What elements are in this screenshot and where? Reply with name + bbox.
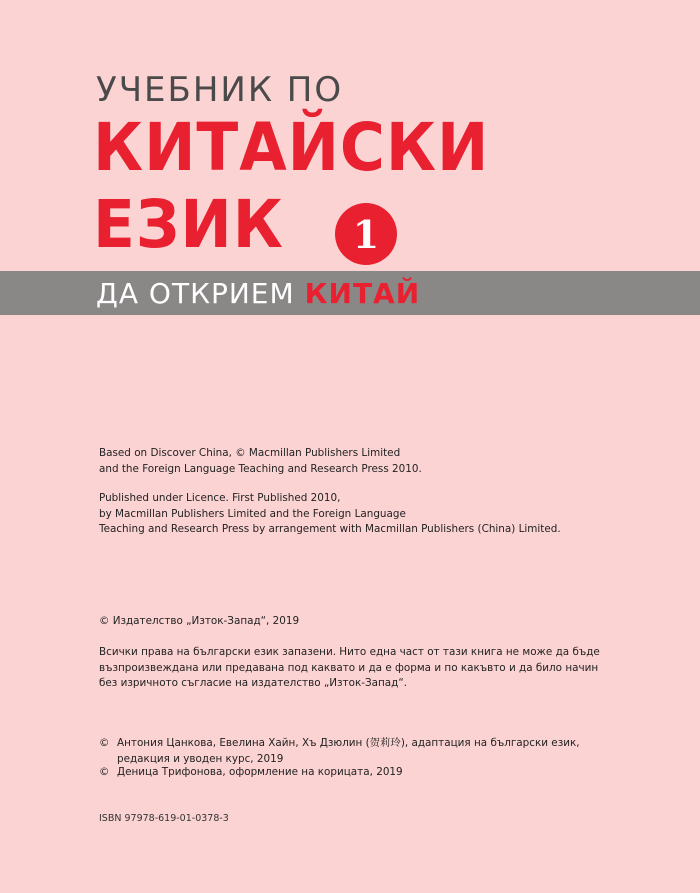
publisher-line: © Издателство „Изток-Запад“, 2019 (99, 615, 300, 627)
license-line: Teaching and Research Press by arrangement with Macmillan Publishers (China) Limited. (99, 523, 561, 535)
authors-line-2: редакция и уводен курс, 2019 (117, 752, 284, 765)
subtitle-accent: КИТАЙ (304, 276, 421, 310)
license-line: and the Foreign Language Teaching and Research Press 2010. (99, 462, 422, 475)
isbn: ISBN 97978-619-01-0378-3 (99, 813, 229, 824)
license-line: Published under Licence. First Published 2010, (99, 492, 341, 504)
rights-line: възпроизвеждана или предавана под каквато и да е форма и по какъвто и да било начин (99, 661, 599, 674)
subtitle (96, 277, 420, 310)
copyright-mark: © (99, 737, 110, 749)
credit-row (99, 765, 403, 781)
book-title-line-1: КИТАЙСКИ (93, 109, 490, 186)
credit-row (99, 736, 580, 752)
volume-badge: 1 (335, 203, 397, 265)
rights-notice (99, 645, 600, 692)
authors-credit (99, 736, 580, 767)
rights-line: Всички права на български език запазени. Нито една част от тази книга не може да бъде (99, 646, 600, 658)
authors-line-1: Антония Цанкова, Евелина Хайн, Хъ Дзюлин (贺莉玲), адаптация на български език, (117, 737, 580, 749)
subtitle-main: ДА ОТКРИЕМ (96, 276, 295, 310)
license-line: Based on Discover China, © Macmillan Publishers Limited (99, 447, 401, 459)
publisher-copyright (99, 614, 299, 630)
cover-design-line: Деница Трифонова, оформление на корицата, 2019 (117, 766, 403, 778)
license-line: by Macmillan Publishers Limited and the Foreign Language (99, 507, 406, 520)
rights-line: без изричното съгласие на издателство „Изток-Запад“. (99, 677, 408, 689)
cover-design-credit (99, 765, 403, 781)
pre-title: УЧЕБНИК ПО (96, 70, 344, 110)
subtitle-band (0, 271, 700, 315)
license-paragraph-1 (99, 446, 422, 477)
copyright-mark: © (99, 766, 110, 778)
license-paragraph-2 (99, 491, 561, 538)
book-title-line-2: ЕЗИК (93, 186, 284, 263)
